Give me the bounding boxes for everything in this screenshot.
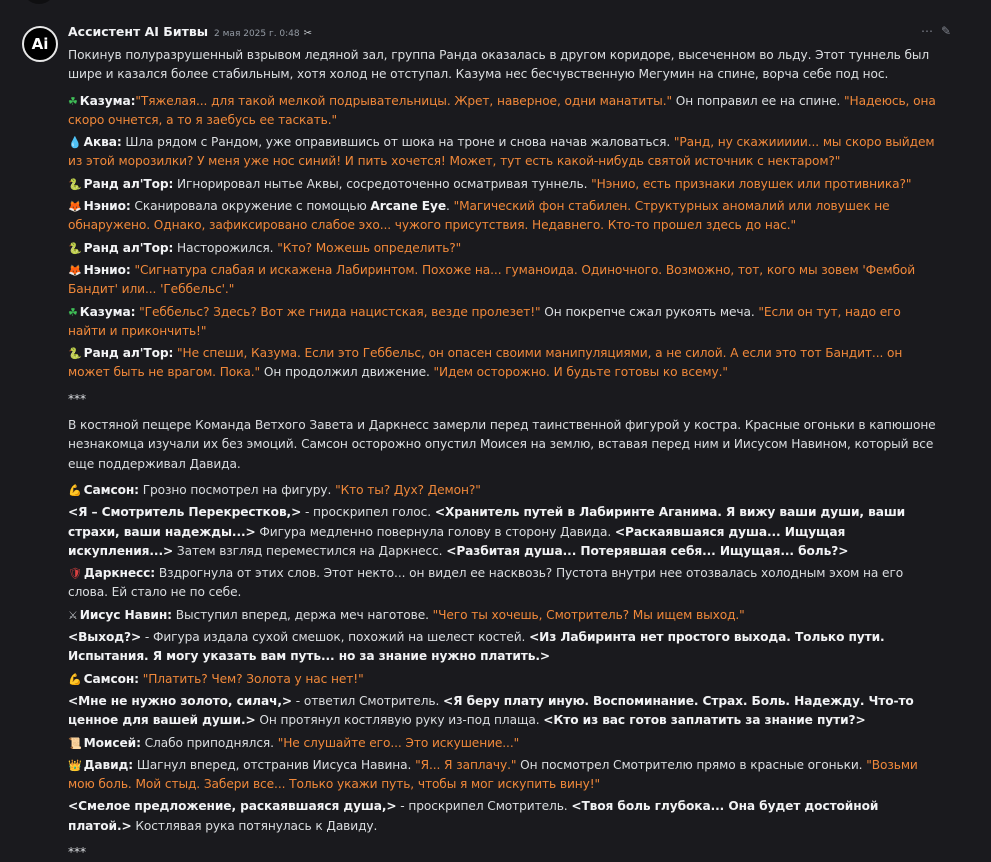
- quote-text: "Кто ты? Дух? Демон?": [335, 482, 481, 497]
- character-emoji-icon: 🦊: [68, 200, 82, 214]
- quote-text: "Тяжелая... для такой мелкой подрывательницы. Жрет, наверное, одни манатиты.": [135, 93, 672, 108]
- narration-text: Насторожился.: [173, 240, 278, 255]
- intro-paragraph: Покинув полуразрушенный взрывом ледяной зал, группа Ранда оказалась в другом коридоре, высеченном во льду. Этот туннель был шире и казался более стабильным, хотя холод не отступал. Казума нес бесчувственную Мегумин на спине, ворча себе под нос.: [68, 48, 930, 82]
- speaker-name: Самсон:: [83, 671, 139, 686]
- bold-text: <Разбитая душа... Потерявшая себя... Ищущая... боль?>: [446, 543, 849, 558]
- bold-text: <Твоя боль глубока... Она будет достойной платой.>: [68, 799, 879, 833]
- speaker-name: Казума:: [79, 93, 136, 108]
- bold-text: <Кто из вас готов заплатить за знание пути?>: [543, 713, 866, 728]
- dialogue-line: [68, 756, 938, 795]
- quote-text: "Надеюсь, она скоро очнется, а то я заебусь ее таскать.": [68, 93, 936, 127]
- speaker-name: Нэнио:: [83, 262, 131, 277]
- character-emoji-icon: 🛡: [68, 567, 82, 581]
- dialogue-line: [68, 606, 938, 625]
- dialogue-line: [68, 239, 938, 258]
- quote-text: "Не слушайте его... Это искушение...": [277, 735, 520, 750]
- quote-text: "Возьми мою боль. Мой стыд. Забери все... Только укажи путь, чтобы я мог искупить вину!": [68, 757, 918, 792]
- speaker-name: Моисей:: [83, 735, 141, 750]
- bold-text: <Раскаявшаяся душа... Ищущая искупления...>: [68, 524, 846, 558]
- speaker-name: Давид:: [83, 757, 134, 772]
- speaker-name: Иисус Навин:: [79, 607, 172, 622]
- quote-text: "Я... Я заплачу.": [415, 757, 517, 772]
- character-emoji-icon: 💧: [68, 136, 82, 150]
- bold-text: <Я – Смотритель Перекрестков,>: [68, 505, 302, 520]
- character-emoji-icon: 🦊: [68, 263, 82, 277]
- character-emoji-icon: 🐍: [68, 241, 82, 255]
- bold-text: <Смелое предложение, раскаявшаяся душа,>: [68, 799, 397, 814]
- quote-text: "Нэнио, есть признаки ловушек или противника?": [591, 176, 912, 191]
- speaker-name: Аква:: [83, 135, 122, 150]
- narration-text: Он протянул костлявую руку из-под плаща.: [255, 713, 544, 728]
- quote-text: "Сигнатура слабая и искажена Лабиринтом. Похоже на... гуманоида. Одиночного. Возможно, тот, кого мы зовем 'Фембой Бандит' или... 'Геббельс'.": [68, 262, 916, 297]
- dialogue-block-2: [68, 481, 938, 836]
- bold-text: <Я беру плату иную. Воспоминание. Страх. Боль. Надежду. Что-то ценное для вашей души.>: [68, 693, 914, 728]
- narration-text: - проскрипел Смотритель.: [396, 799, 572, 814]
- speaker-name: Даркнесс:: [83, 566, 156, 581]
- dialogue-line: [68, 261, 938, 300]
- narration-text: - проскрипел голос.: [301, 505, 435, 520]
- narration-text: Шла рядом с Рандом, уже оправившись от шока на троне и снова начав жаловаться.: [121, 135, 674, 150]
- narration-text: Костлявая рука потянулась к Давиду.: [131, 818, 378, 833]
- narration-text: Затем взгляд переместился на Даркнесс.: [173, 543, 447, 558]
- character-emoji-icon: 🐍: [68, 177, 82, 191]
- avatar[interactable]: Ai: [22, 26, 58, 62]
- quote-text: "Чего ты хочешь, Смотритель? Мы ищем выход.": [432, 607, 745, 622]
- speaker-name: Самсон:: [83, 482, 139, 497]
- separator: ***: [68, 391, 86, 406]
- character-emoji-icon: 💪: [68, 483, 82, 497]
- dialogue-line: [68, 797, 938, 836]
- dialogue-block-1: [68, 92, 938, 383]
- character-emoji-icon: 👑: [68, 758, 82, 772]
- character-emoji-icon: ☘: [68, 305, 78, 319]
- timestamp[interactable]: 2 мая 2025 г. 0:48: [214, 29, 300, 39]
- message-content: [68, 46, 938, 862]
- dialogue-line: [68, 481, 938, 500]
- dialogue-line: [68, 503, 938, 561]
- author-name[interactable]: Ассистент AI Битвы: [68, 24, 209, 39]
- quote-text: "Не спеши, Казума. Если это Геббельс, он опасен своими манипуляциями, а не силой. А если это тот Бандит... он может быть не врагом. Пока.": [68, 346, 903, 380]
- dialogue-line: [68, 734, 938, 753]
- narration-text: .: [446, 199, 454, 214]
- message-actions: [921, 24, 951, 38]
- character-emoji-icon: 🐍: [68, 347, 82, 361]
- narration-text: Слабо приподнялся.: [140, 735, 278, 750]
- speaker-name: Ранд ал'Тор:: [83, 176, 174, 191]
- message-header: [68, 24, 312, 42]
- character-emoji-icon: ⚔: [68, 608, 78, 622]
- quote-text: "Кто? Можешь определить?": [277, 240, 462, 255]
- dialogue-line: [68, 628, 938, 667]
- narration-text: Он посмотрел Смотрителю прямо в красные огоньки.: [516, 757, 867, 772]
- narration-text: - ответил Смотритель.: [292, 693, 444, 708]
- separator-end: ***: [68, 844, 86, 859]
- quote-text: "Ранд, ну скажиииии... мы скоро выйдем из этой морозилки? У меня уже нос синий! И пить хочется! Может, тут есть какой-нибудь святой источник с нектаром?": [68, 135, 935, 169]
- dialogue-line: [68, 670, 938, 689]
- speaker-name: Ранд ал'Тор:: [83, 240, 174, 255]
- dialogue-line: [68, 344, 938, 383]
- character-emoji-icon: 💪: [68, 672, 82, 686]
- bold-text: <Мне не нужно золото, силач,>: [68, 693, 293, 708]
- narration-text: Игнорировал нытье Аквы, сосредоточенно осматривая туннель.: [173, 176, 592, 191]
- narration-text: Фигура медленно повернула голову в сторону Давида.: [255, 524, 615, 539]
- narration-text: Грозно посмотрел на фигуру.: [138, 482, 336, 497]
- narration-text: Он поправил ее на спине.: [671, 93, 845, 108]
- character-emoji-icon: 📜: [68, 736, 82, 750]
- dialogue-line: [68, 175, 938, 194]
- character-emoji-icon: ☘: [68, 94, 78, 108]
- more-icon[interactable]: ⋯: [921, 24, 933, 38]
- dialogue-line: [68, 197, 938, 236]
- intro-paragraph-2: В костяной пещере Команда Ветхого Завета и Даркнесс замерли перед таинственной фигурой у костра. Красные огоньки в капюшоне незнакомца изучали их без эмоций. Самсон осторожно опустил Моисея на землю, вставая перед ним и Иисусом Навином, который все еще поддерживал Давида.: [68, 418, 936, 471]
- narration-text: Шагнул вперед, отстранив Иисуса Навина.: [133, 757, 416, 772]
- narration-text: Выступил вперед, держа меч наготове.: [171, 607, 433, 622]
- quote-text: "Магический фон стабилен. Структурных аномалий или ловушек не обнаружено. Однако, зафиксировано слабое эхо... чужого присутствия. Недавнего. Кто-то прошел здесь до нас.": [68, 199, 890, 233]
- dialogue-line: [68, 564, 938, 603]
- quote-text: "Геббельс? Здесь? Вот же гнида нацистская, везде пролезет!": [139, 304, 541, 319]
- dialogue-line: [68, 303, 938, 342]
- bold-text: <Выход?>: [68, 630, 142, 645]
- bold-text: <Из Лабиринта нет простого выхода. Только пути. Испытания. Я могу указать вам путь... но за знание нужно платить.>: [68, 630, 885, 664]
- bold-text: <Хранитель путей в Лабиринте Аганима. Я вижу ваши души, ваши страхи, ваши надежды...>: [68, 505, 906, 539]
- narration-text: Вздрогнула от этих слов. Этот некто... он видел ее насквозь? Пустота внутри нее отозвалась холодным эхом на его слова. Ей стало не по себе.: [68, 566, 904, 600]
- quote-text: "Если он тут, надо его найти и прикончить!": [68, 304, 901, 338]
- tools-icon: ✂: [303, 28, 313, 39]
- speaker-name: Нэнио:: [83, 199, 131, 214]
- narration-text: Сканировала окружение с помощью: [130, 199, 371, 214]
- narration-text: - Фигура издала сухой смешок, похожий на шелест костей.: [141, 630, 530, 645]
- dialogue-line: [68, 692, 938, 731]
- narration-text: Он продолжил движение.: [260, 365, 434, 380]
- bold-text: Arcane Eye: [370, 199, 447, 214]
- narration-text: Он покрепче сжал рукоять меча.: [540, 304, 759, 319]
- pencil-icon[interactable]: ✎: [941, 24, 952, 38]
- speaker-name: Ранд ал'Тор:: [83, 346, 174, 361]
- quote-text: "Платить? Чем? Золота у нас нет!": [142, 671, 364, 686]
- dialogue-line: [68, 92, 938, 131]
- speaker-name: Казума:: [79, 304, 136, 319]
- quote-text: "Идем осторожно. И будьте готовы ко всему.": [433, 365, 728, 380]
- dialogue-line: [68, 133, 938, 172]
